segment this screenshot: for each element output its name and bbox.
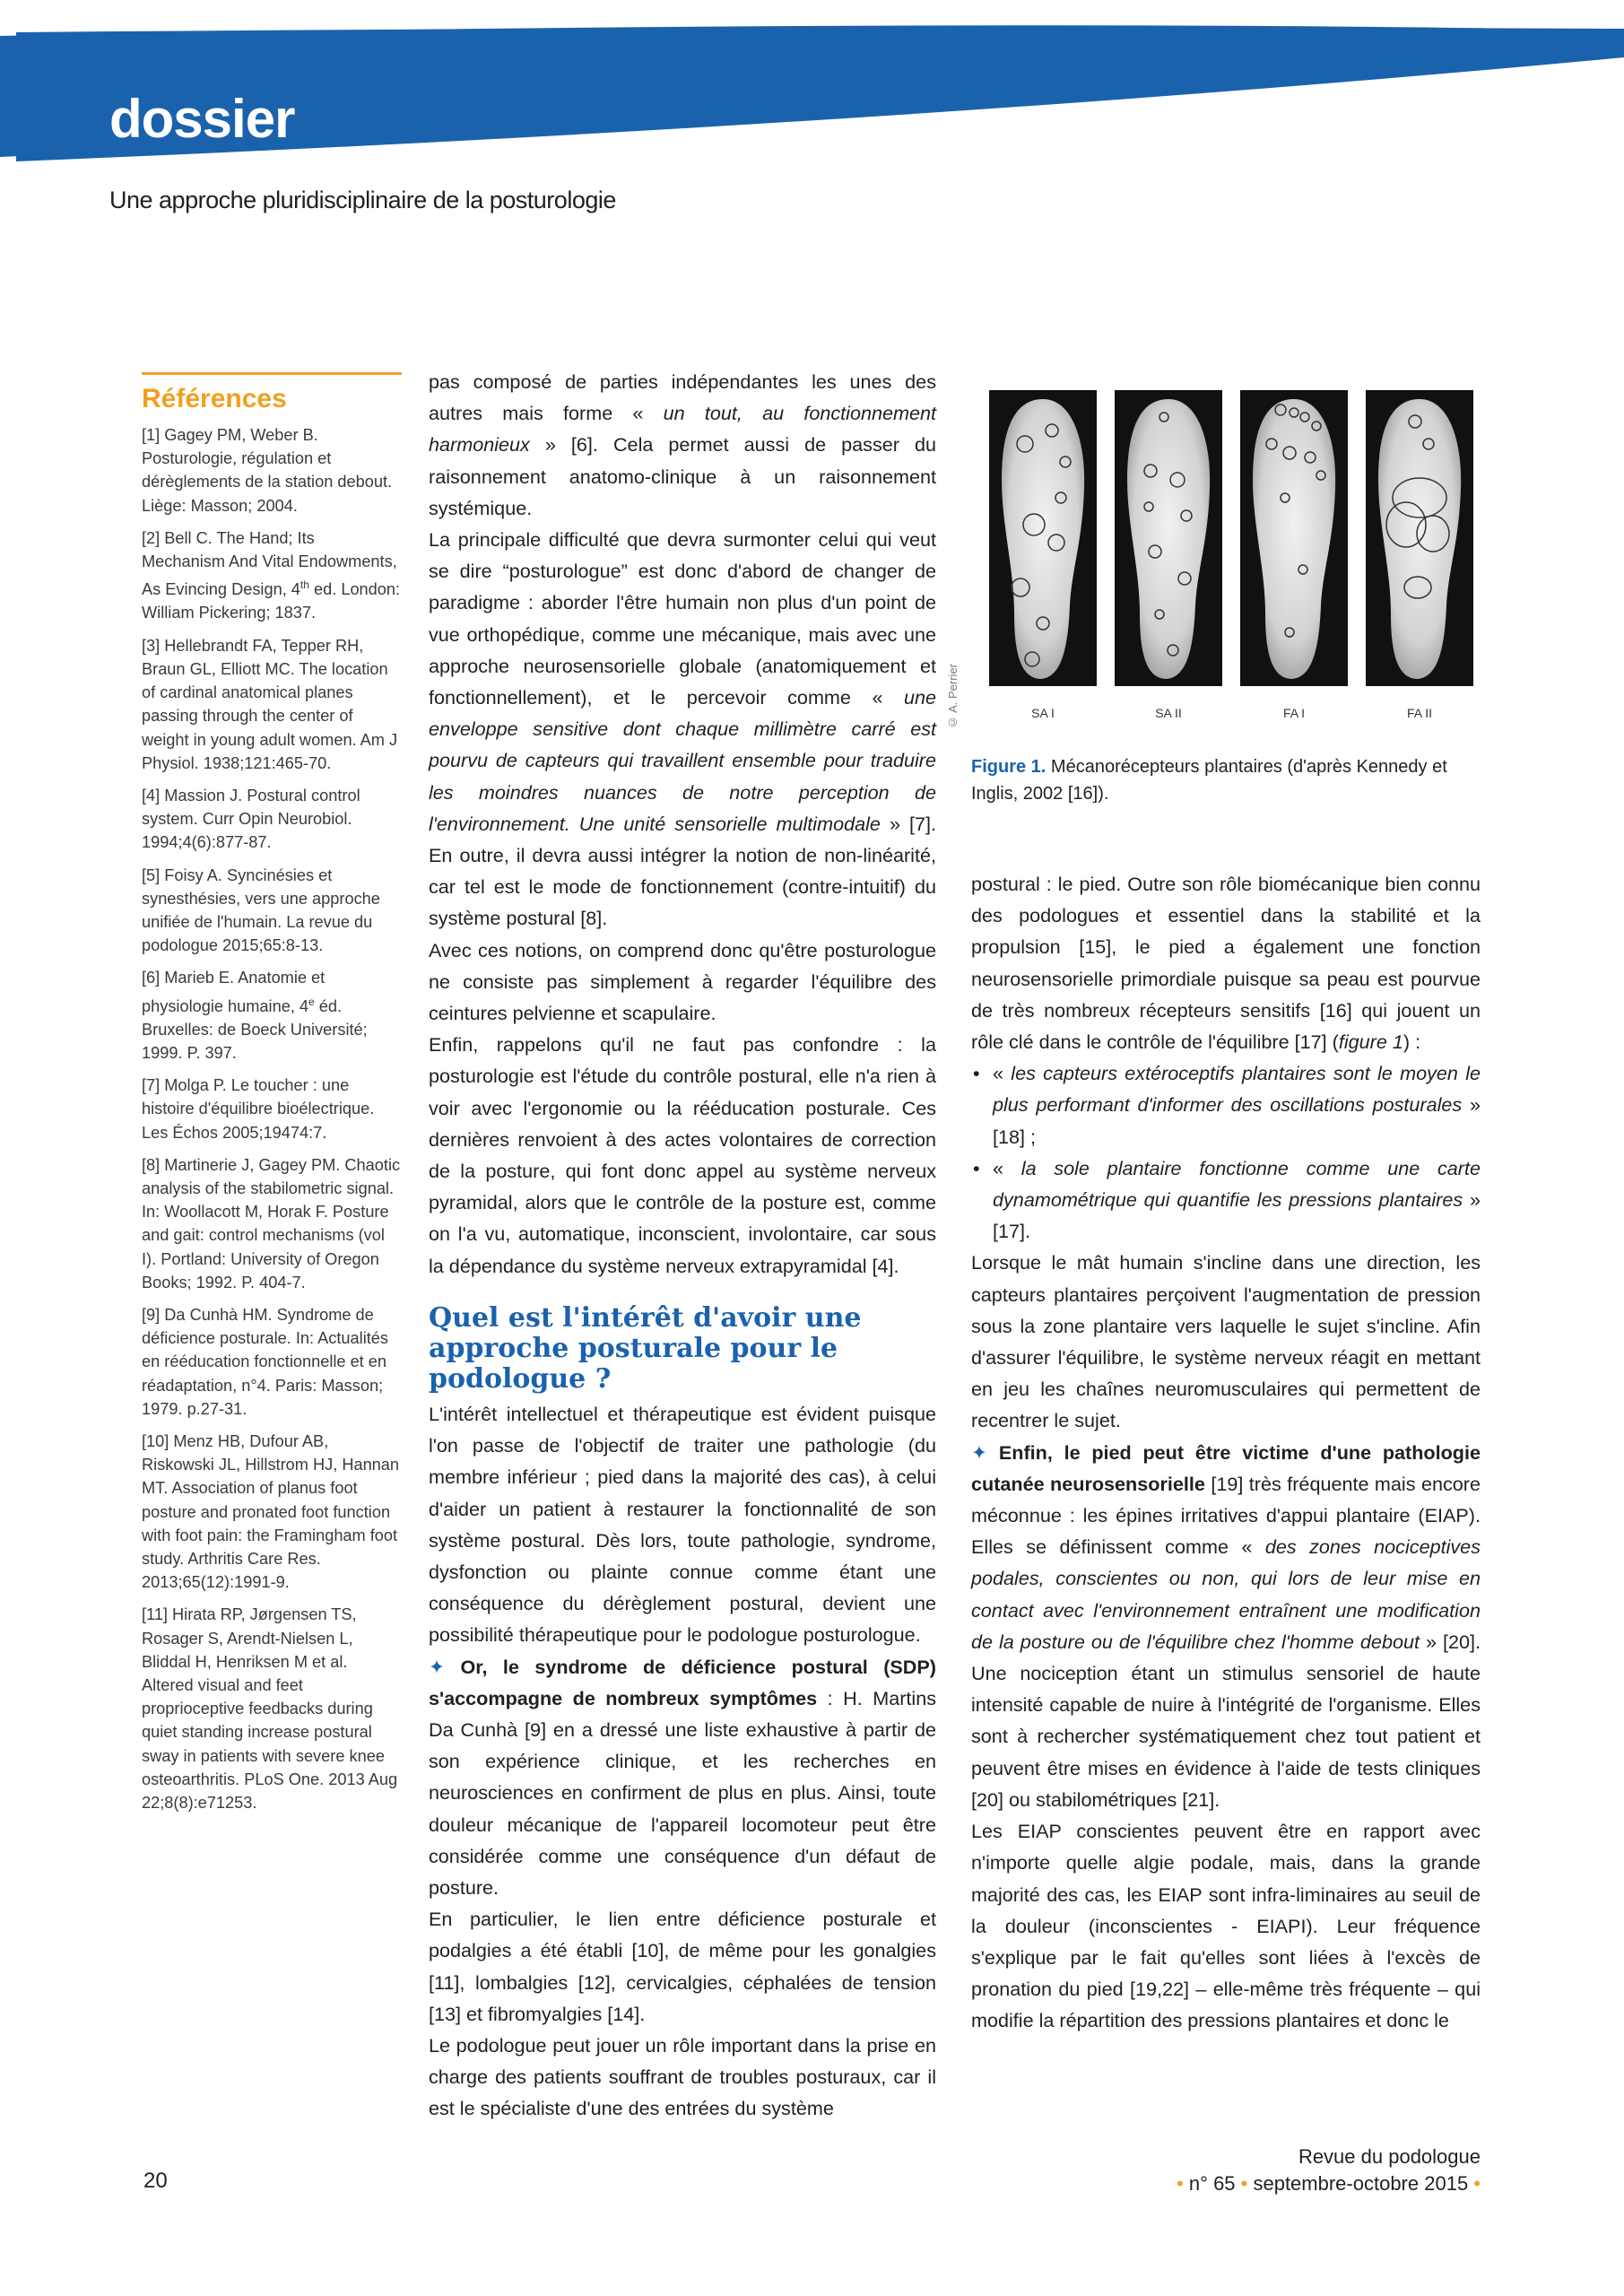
bullet-item: • « les capteurs extéroceptifs plantaires sont le moyen le plus performant d'informer des oscillations posturales » [18] ; [971, 1057, 1481, 1152]
figure-label-sa2: SA II [1155, 706, 1182, 720]
reference-item: [7] Molga P. Le toucher : une histoire d'équilibre bioélectrique. Les Échos 2005;19474:7. [142, 1076, 375, 1142]
references-sidebar [142, 372, 402, 1823]
references-rule [142, 372, 402, 375]
reference-item: [6] Marieb E. Anatomie et physiologie humaine, 4e éd. Bruxelles: de Boeck Université; 1999. P. 397. [142, 969, 368, 1062]
reference-item: [1] Gagey PM, Weber B. Posturologie, régulation et dérèglements de la station debout. Liège: Masson; 2004. [142, 426, 393, 515]
bullet-item: • « la sole plantaire fonctionne comme une carte dynamométrique qui quantifie les pressions plantaires » [17]. [971, 1152, 1481, 1248]
reference-item: [4] Massion J. Postural control system. Curr Opin Neurobiol. 1994;4(6):877-87. [142, 786, 360, 852]
figure-label-fa2: FA II [1406, 706, 1433, 720]
paragraph: ✦ Or, le syndrome de déficience postural (SDP) s'accompagne de nombreux symptômes : H. Martins Da Cunhà [9] en a dressé une liste exhaustive à partir de son expérience clinique, et les recherches en neurosciences en confirment de plus en plus. Ainsi, toute douleur mécanique de l'appareil locomoteur peut être considérée comme une conséquence d'un défaut de posture. [429, 1655, 936, 1899]
paragraph: Enfin, rappelons qu'il ne faut pas confondre : la posturologie est l'étude du contrôle postural, elle n'a rien à voir avec l'ergonomie ou la rééducation posturale. Ces dernières renvoient à des actes volontaires de correction de la posture, qui font donc appel au système nerveux pyramidal, alors que le contrôle de la posture est, comme on l'a vu, automatique, inconscient, involontaire, car sous la dépendance du système nerveux extrapyramidal [4]. [429, 1033, 936, 1277]
reference-item: [9] Da Cunhà HM. Syndrome de déficience posturale. In: Actualités en rééducation fonctionnelle et en réadaptation, n°4. Paris: Masson; 1979. p.27-31. [142, 1306, 388, 1418]
foot-sole-fa1 [1240, 390, 1348, 686]
article-subtitle: Une approche pluridisciplinaire de la posturologie [109, 187, 616, 213]
journal-name: Revue du podologue [1298, 2145, 1481, 2168]
section-heading: Quel est l'intérêt d'avoir une approche posturale pour le podologue ? [429, 1301, 862, 1395]
paragraph: postural : le pied. Outre son rôle biomécanique bien connu des podologues et essentiel dans la stabilité et la propulsion [15], le pied a également une fonction neurosensorielle primordiale puisque sa peau est pourvue de très nombreux récepteurs sensitifs [16] qui jouent un rôle clé dans le contrôle de l'équilibre [17] (figure 1) : [971, 873, 1481, 1054]
references-title: Références [142, 384, 287, 413]
foot-sole-fa2 [1366, 390, 1473, 686]
paragraph: ✦ Enfin, le pied peut être victime d'une pathologie cutanée neurosensorielle [19] très fréquente mais encore méconnue : les épines irritatives d'appui plantaire (EIAP). Elles se définissent comme « des zones nociceptives podales, conscientes ou non, qui lors de leur mise en contact avec l'environnement entraînent une modification de la posture ou de l'équilibre chez l'homme debout » [20]. Une nociception étant un stimulus sensoriel de haute intensité capable de nuire à l'intégrité de l'organisme. Elles sont à rechercher systématiquement chez tout patient et peuvent être mises en évidence à l'aide de tests cliniques [20] ou stabilométriques [21]. [971, 1440, 1481, 1811]
reference-item: [10] Menz HB, Dufour AB, Riskowski JL, Hillstrom HJ, Hannan MT. Association of planus foot posture and pronated foot function with foot pain: the Framingham foot study. Arthritis Care Res. 2013;65(12):1991-9. [142, 1432, 400, 1592]
reference-item: [8] Martinerie J, Gagey PM. Chaotic analysis of the stabilometric signal. In: Woollacott M, Horak F. Posture and gait: control mechanisms (vol I). Portland: University of Oregon Books; 1992. P. 404-7. [142, 1155, 401, 1292]
bullet-icon: • [973, 1062, 980, 1085]
paragraph: Les EIAP conscientes peuvent être en rapport avec n'importe quelle algie podale, mais, dans la grande majorité des cas, les EIAP sont infra-liminaires au seuil de la douleur (inconscientes - EIAPI). Leur fréquence s'explique par le fait qu'elles sont liées à l'excès de pronation du pied [19,22] – elle-même très fréquente – qui modifie la répartition des pressions plantaires et donc le [971, 1820, 1481, 2032]
body-column-right [971, 868, 1481, 2037]
paragraph: Lorsque le mât humain s'incline dans une direction, les capteurs plantaires perçoivent l'augmentation de pression sous la zone plantaire vers laquelle le sujet s'incline. Afin d'assurer l'équilibre, le système nerveux réagit en mettant en jeu les chaînes neuromusculaires qui permettent de recentrer le sujet. [971, 1251, 1481, 1432]
figure-label-sa1: SA I [1031, 706, 1055, 720]
paragraph: Avec ces notions, on comprend donc qu'être posturologue ne consiste pas simplement à regarder l'équilibre des ceintures pelvienne et scapulaire. [429, 938, 936, 1025]
foot-sole-sa2 [1115, 390, 1222, 686]
reference-item: [3] Hellebrandt FA, Tepper RH, Braun GL, Elliott MC. The location of cardinal anatomical planes passing through the center of weight in young adult women. Am J Physiol. 1938;121:465-70. [142, 636, 398, 772]
paragraph: La principale difficulté que devra surmonter celui qui veut se dire “posturologue” est donc d'abord de changer de paradigme : aborder l'être humain non plus d'un point de vue orthopédique, comme une mécanique, mais avec une approche neurosensorielle globale (anatomiquement et fonctionnellement), et le percevoir comme « une enveloppe sensitive dont chaque millimètre carré est pourvu de capteurs qui travaillent ensemble pour traduire les moindres nuances de notre perception de l'environnement. Une unité sensorielle multimodale » [7]. En outre, il devra aussi intégrer la notion de non-linéarité, car tel est le mode de fonctionnement (contre-intuitif) du système postural [8]. [429, 528, 936, 930]
reference-item: [5] Foisy A. Syncinésies et synesthésies, vers une approche unifiée de l'humain. La revue du podologue 2015;65:8-13. [142, 865, 380, 955]
star-icon: ✦ [971, 1440, 988, 1464]
reference-item: [11] Hirata RP, Jørgensen TS, Rosager S, Arendt-Nielsen L, Bliddal H, Henriksen M et al. Altered visual and feet proprioceptive feedbacks during quiet standing increase postural sway in patients with severe knee osteoarthritis. PLoS One. 2013 Aug 22;8(8):e71253. [142, 1605, 398, 1813]
bullet-icon: • [973, 1156, 980, 1179]
section-kicker: dossier [109, 89, 295, 149]
page-number: 20 [143, 2169, 168, 2193]
paragraph: pas composé de parties indépendantes les unes des autres mais forme « un tout, au fonctionnement harmonieux » [6]. Cela permet aussi de passer du raisonnement anatomo-clinique à un raisonnement systémique. [429, 370, 936, 519]
figure-label-fa1: FA I [1282, 706, 1306, 720]
figure-caption: Figure 1. Mécanorécepteurs plantaires (d'après Kennedy et Inglis, 2002 [16]). [971, 757, 1447, 804]
figure-plantar-mechanoreceptors [971, 363, 1481, 731]
paragraph: En particulier, le lien entre déficience posturale et podalgies a été établi [10], de même pour les gonalgies [11], lombalgies [12], cervicalgies, céphalées de tension [13] et fibromyalgies [14]. [429, 1908, 936, 2025]
paragraph: Le podologue peut jouer un rôle important dans la prise en charge des patients souffrant de troubles posturaux, car il est le spécialiste d'une des entrées du système [429, 2033, 936, 2120]
paragraph: L'intérêt intellectuel et thérapeutique est évident puisque l'on passe de l'objectif de traiter une pathologie (du membre inférieur ; pied dans la majorité des cas), à celui d'aider un patient à restaurer la fonctionnalité de son système postural. Dès lors, toute pathologie, syndrome, dysfonction ou plainte connue comme étant une conséquence du dérèglement postural, devient une possibilité thérapeutique pour le podologue posturologue. [429, 1402, 936, 1647]
figure-credit: © A. Perrier [946, 664, 960, 729]
reference-item: [2] Bell C. The Hand; Its Mechanism And Vital Endowments, As Evincing Design, 4th ed. London: William Pickering; 1837. [142, 528, 401, 622]
journal-info [1177, 2144, 1481, 2197]
body-column-middle [429, 366, 936, 2125]
journal-issue: • n° 65 • septembre-octobre 2015 • [1177, 2172, 1481, 2195]
foot-sole-sa1 [989, 390, 1097, 686]
star-icon: ✦ [429, 1655, 446, 1678]
